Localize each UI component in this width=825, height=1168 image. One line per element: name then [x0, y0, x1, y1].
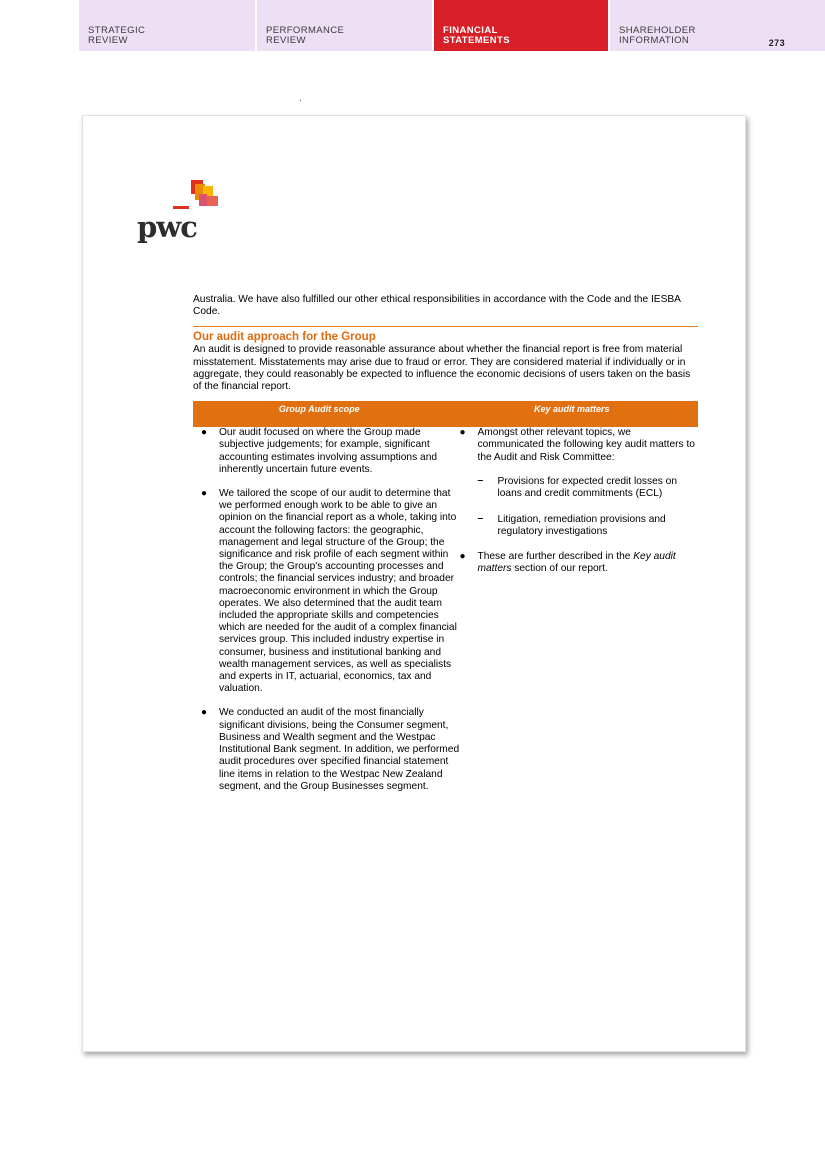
- tab-strategic-review[interactable]: [79, 0, 255, 51]
- sub-list: [478, 476, 699, 539]
- bullet-icon: ●: [201, 488, 208, 500]
- columns-header: [193, 401, 698, 427]
- bullet-icon: ●: [201, 707, 208, 719]
- list-item: [193, 707, 461, 792]
- sub-item-text: Provisions for expected credit losses on loans and credit commitments (ECL): [497, 475, 677, 500]
- report-content: [193, 294, 698, 805]
- bullet-icon: ●: [459, 427, 466, 439]
- tab-label: FINANCIAL: [443, 25, 498, 36]
- document-page: [82, 115, 746, 1052]
- sub-item-text: Litigation, remediation provisions and regulatory investigations: [497, 514, 666, 538]
- col-header-group-audit-scope: Group Audit scope: [278, 404, 360, 415]
- bullet-icon: ●: [459, 550, 466, 562]
- bullet-text-pre: These are further described in the: [477, 550, 634, 562]
- stray-dot: [300, 100, 301, 101]
- tab-shareholder-information[interactable]: [610, 0, 825, 51]
- bullet-text: We conducted an audit of the most financially significant divisions, being the Consumer segment, Business and Wealth segment and the Westpac Institutional Bank segment. In addition, we performed audit procedures over specified financial statement line items in relation to the Westpac New Zealand segment, and the Group Businesses segment.: [219, 707, 460, 792]
- list-item: [193, 427, 461, 476]
- section-title: Our audit approach for the Group: [193, 326, 698, 344]
- tab-label: STATEMENTS: [443, 35, 510, 46]
- opening-paragraph: Australia. We have also fulfilled our other ethical responsibilities in accordance with the Code and the IESBA Code.: [193, 294, 681, 318]
- col-header-key-audit-matters: Key audit matters: [533, 404, 610, 415]
- sub-list-item: [478, 476, 699, 500]
- list-item: [452, 427, 699, 538]
- sub-list-item: [478, 514, 699, 538]
- list-item: [452, 551, 699, 575]
- bullet-text: Amongst other relevant topics, we communicated the following key audit matters to the Audit and Risk Committee:: [477, 427, 695, 463]
- tab-label: STRATEGIC: [88, 25, 146, 36]
- tab-label: SHAREHOLDER: [619, 25, 696, 36]
- tab-financial-statements[interactable]: [434, 0, 608, 51]
- intro-paragraph: An audit is designed to provide reasonable assurance about whether the financial report is free from material misstatement. Misstatements may arise due to fraud or error. They are considered material if individually or in aggregate, they could reasonably be expected to influence the economic decisions of users taken on the basis of the financial report.: [193, 344, 691, 393]
- tab-label: INFORMATION: [619, 35, 690, 46]
- tab-label: REVIEW: [88, 35, 128, 46]
- pwc-logo: [137, 180, 227, 250]
- bullet-icon: ●: [201, 427, 208, 439]
- columns-body: [193, 427, 698, 805]
- bullet-text: We tailored the scope of our audit to determine that we performed enough work to be able to give an opinion on the financial report as a whole, taking into account the following factors: the geographic, management and legal structure of the Group; the significance and risk profile of each segment within the Group; the Group's accounting processes and controls; the financial services industry; and broader macroeconomic environment in which the Group operates. We also determined that the audit team included the appropriate skills and competencies which are needed for the audit of a complex financial services group. This included industry expertise in consumer, business and institutional banking and wealth management services, as well as specialists and experts in IT, actuarial, economics, tax and valuation.: [219, 488, 457, 695]
- bullet-text-post: section of our report.: [511, 562, 608, 574]
- list-item: [193, 488, 461, 695]
- tab-label: PERFORMANCE: [266, 25, 345, 36]
- top-navigation: [79, 0, 825, 51]
- key-audit-matters-column: [446, 427, 699, 805]
- bullet-text-emphasis: Key audit matters: [477, 550, 676, 574]
- page-number: 273: [768, 38, 785, 48]
- bullet-text: Our audit focused on where the Group made subjective judgements; for example, significant accounting estimates involving assumptions and inherently uncertain future events.: [219, 427, 438, 475]
- tab-label: REVIEW: [266, 35, 306, 46]
- group-audit-scope-column: [193, 427, 460, 805]
- tab-performance-review[interactable]: [257, 0, 432, 51]
- dash-icon: –: [477, 474, 484, 486]
- logo-wordmark: pwc: [137, 210, 197, 244]
- dash-icon: –: [477, 513, 484, 525]
